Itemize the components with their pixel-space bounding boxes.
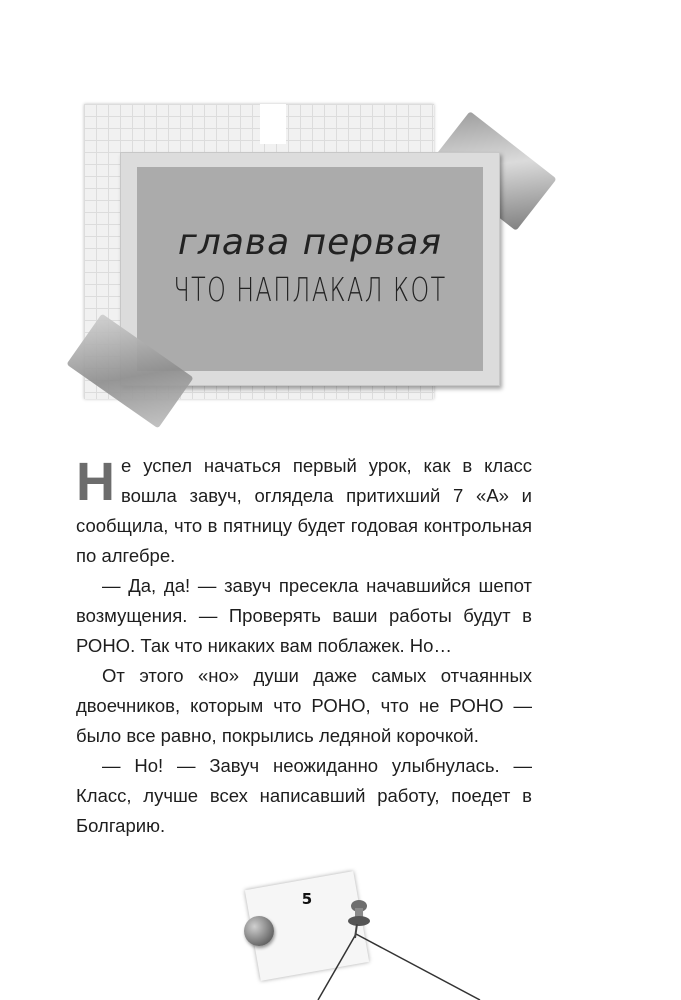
paragraph-text: е успел начаться первый урок, как в класс вошла завуч, оглядела притихший 7 «А» и сообщила, что в пятницу будет годовая контрольная по алгебре. [76, 455, 532, 566]
paragraph: — Но! — Завуч неожиданно улыбнулась. — Класс, лучше всех написавший работу, поедет в Болгарию. [76, 755, 532, 836]
chapter-label: глава первая [177, 222, 443, 263]
pushpin-icon [346, 898, 372, 940]
paragraph [76, 451, 532, 571]
page-number: 5 [301, 890, 313, 908]
paper-tear [260, 104, 286, 144]
paragraph: — Да, да! — завуч пресекла начавшийся шепот возмущения. — Проверять ваши работы будут в РОНО. Так что никаких вам поблажек. Но… [76, 575, 532, 656]
paragraph: От этого «но» души даже самых отчаянных двоечников, которым что РОНО, что не РОНО — было все равно, покрылись ледяной корочкой. [76, 665, 532, 746]
body-text [76, 451, 532, 841]
chapter-title: ЧТО НАПЛАКАЛ КОТ [173, 270, 447, 309]
drop-cap: Н [76, 452, 115, 512]
chapter-frame-inner [137, 167, 483, 371]
magnet-icon [244, 916, 274, 946]
chapter-frame [120, 152, 500, 386]
